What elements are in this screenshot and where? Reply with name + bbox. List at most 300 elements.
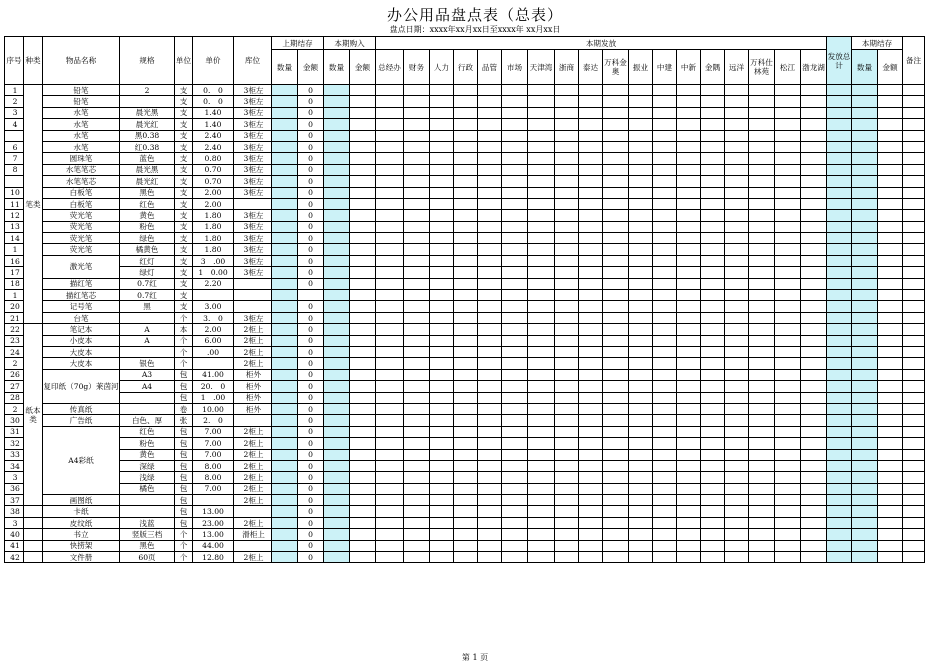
- issue-dept-cell: [749, 426, 775, 437]
- issue-dept-cell: [528, 312, 555, 323]
- table-row: [5, 517, 925, 528]
- issue-dept-cell: [775, 403, 801, 414]
- seq-cell: 18: [5, 278, 24, 289]
- issue-dept-cell: [701, 176, 725, 187]
- issue-dept-cell: [404, 244, 430, 255]
- issue-dept-cell: [555, 346, 579, 357]
- issue-dept-cell: [579, 255, 603, 266]
- header-dept: 万科金奥: [603, 50, 629, 85]
- issue-dept-cell: [579, 403, 603, 414]
- issue-dept-cell: [430, 381, 454, 392]
- prev-qty-cell: [272, 426, 298, 437]
- issue-dept-cell: [775, 369, 801, 380]
- issue-dept-cell: [528, 221, 555, 232]
- issue-dept-cell: [528, 324, 555, 335]
- location-cell: 2柜上: [234, 346, 272, 357]
- price-cell: 2.40: [193, 141, 234, 152]
- seq-cell: 2: [5, 403, 24, 414]
- issue-dept-cell: [376, 221, 404, 232]
- issue-dept-cell: [478, 552, 502, 563]
- purchase-qty-cell: [324, 198, 350, 209]
- table-row: [5, 187, 925, 198]
- issue-dept-cell: [801, 460, 827, 471]
- category-cell: [24, 517, 43, 528]
- issue-dept-cell: [603, 141, 629, 152]
- item-name-cell: 卡纸: [43, 506, 120, 517]
- price-cell: 0.70: [193, 164, 234, 175]
- issue-dept-cell: [454, 483, 478, 494]
- curr-amount-cell: [878, 290, 903, 301]
- issue-dept-cell: [502, 153, 528, 164]
- unit-cell: 包: [175, 472, 193, 483]
- issue-dept-cell: [430, 198, 454, 209]
- issue-total-cell: [827, 369, 852, 380]
- issue-dept-cell: [775, 255, 801, 266]
- spec-cell: [120, 495, 175, 506]
- prev-qty-cell: [272, 392, 298, 403]
- seq-cell: 6: [5, 141, 24, 152]
- purchase-qty-cell: [324, 244, 350, 255]
- issue-dept-cell: [629, 460, 653, 471]
- issue-dept-cell: [801, 369, 827, 380]
- issue-dept-cell: [725, 358, 749, 369]
- prev-amount-cell: 0: [298, 415, 324, 426]
- purchase-amount-cell: [350, 335, 376, 346]
- issue-dept-cell: [579, 153, 603, 164]
- issue-dept-cell: [579, 267, 603, 278]
- item-name-cell: 笔记本: [43, 324, 120, 335]
- prev-amount-cell: 0: [298, 210, 324, 221]
- issue-dept-cell: [555, 517, 579, 528]
- issue-dept-cell: [701, 335, 725, 346]
- issue-dept-cell: [801, 472, 827, 483]
- issue-dept-cell: [701, 381, 725, 392]
- header-dept: 松江: [775, 50, 801, 85]
- curr-amount-cell: [878, 176, 903, 187]
- issue-dept-cell: [454, 540, 478, 551]
- issue-dept-cell: [725, 198, 749, 209]
- curr-qty-cell: [852, 278, 878, 289]
- header-dept: 行政: [454, 50, 478, 85]
- issue-dept-cell: [653, 153, 677, 164]
- issue-dept-cell: [579, 221, 603, 232]
- location-cell: [234, 290, 272, 301]
- purchase-amount-cell: [350, 210, 376, 221]
- table-row: [5, 153, 925, 164]
- item-name-cell: 台笔: [43, 312, 120, 323]
- purchase-amount-cell: [350, 164, 376, 175]
- item-name-cell: 书立: [43, 529, 120, 540]
- prev-qty-cell: [272, 85, 298, 96]
- price-cell: 3. 0: [193, 312, 234, 323]
- table-row: [5, 221, 925, 232]
- seq-cell: 2: [5, 358, 24, 369]
- issue-dept-cell: [555, 85, 579, 96]
- issue-dept-cell: [404, 517, 430, 528]
- prev-amount-cell: 0: [298, 460, 324, 471]
- prev-amount-cell: 0: [298, 324, 324, 335]
- issue-dept-cell: [749, 176, 775, 187]
- table-row: [5, 415, 925, 426]
- issue-dept-cell: [478, 335, 502, 346]
- issue-dept-cell: [478, 221, 502, 232]
- curr-amount-cell: [878, 438, 903, 449]
- issue-dept-cell: [579, 107, 603, 118]
- issue-dept-cell: [478, 426, 502, 437]
- purchase-qty-cell: [324, 324, 350, 335]
- issue-dept-cell: [528, 517, 555, 528]
- issue-dept-cell: [376, 312, 404, 323]
- spec-cell: 浅绿: [120, 472, 175, 483]
- spec-cell: 竖版三档: [120, 529, 175, 540]
- curr-amount-cell: [878, 153, 903, 164]
- curr-amount-cell: [878, 381, 903, 392]
- remark-cell: [903, 301, 925, 312]
- issue-dept-cell: [801, 517, 827, 528]
- price-cell: 0.80: [193, 153, 234, 164]
- location-cell: 3柜左: [234, 164, 272, 175]
- issue-dept-cell: [603, 233, 629, 244]
- issue-dept-cell: [629, 552, 653, 563]
- issue-dept-cell: [376, 438, 404, 449]
- issue-dept-cell: [430, 495, 454, 506]
- issue-dept-cell: [454, 552, 478, 563]
- item-name-cell: 广告纸: [43, 415, 120, 426]
- table-row: [5, 403, 925, 414]
- prev-amount-cell: 0: [298, 244, 324, 255]
- issue-dept-cell: [629, 472, 653, 483]
- remark-cell: [903, 176, 925, 187]
- issue-dept-cell: [801, 392, 827, 403]
- issue-dept-cell: [603, 415, 629, 426]
- item-name-cell: 圆珠笔: [43, 153, 120, 164]
- unit-cell: 支: [175, 130, 193, 141]
- spec-cell: 0.7红: [120, 290, 175, 301]
- purchase-amount-cell: [350, 312, 376, 323]
- issue-dept-cell: [478, 529, 502, 540]
- location-cell: 2柜上: [234, 460, 272, 471]
- issue-dept-cell: [701, 517, 725, 528]
- purchase-amount-cell: [350, 381, 376, 392]
- prev-amount-cell: 0: [298, 187, 324, 198]
- issue-dept-cell: [725, 278, 749, 289]
- issue-dept-cell: [677, 415, 701, 426]
- table-row: [5, 85, 925, 96]
- issue-dept-cell: [528, 506, 555, 517]
- seq-cell: 28: [5, 392, 24, 403]
- curr-amount-cell: [878, 529, 903, 540]
- issue-dept-cell: [528, 426, 555, 437]
- issue-dept-cell: [430, 290, 454, 301]
- purchase-amount-cell: [350, 460, 376, 471]
- issue-dept-cell: [478, 187, 502, 198]
- prev-qty-cell: [272, 324, 298, 335]
- issue-dept-cell: [629, 324, 653, 335]
- issue-dept-cell: [579, 278, 603, 289]
- issue-dept-cell: [376, 346, 404, 357]
- remark-cell: [903, 210, 925, 221]
- prev-amount-cell: 0: [298, 119, 324, 130]
- issue-dept-cell: [725, 506, 749, 517]
- issue-dept-cell: [749, 312, 775, 323]
- location-cell: 2柜上: [234, 438, 272, 449]
- curr-amount-cell: [878, 130, 903, 141]
- price-cell: 2.00: [193, 187, 234, 198]
- issue-dept-cell: [701, 153, 725, 164]
- issue-dept-cell: [701, 130, 725, 141]
- issue-dept-cell: [376, 153, 404, 164]
- issue-dept-cell: [749, 119, 775, 130]
- remark-cell: [903, 346, 925, 357]
- issue-dept-cell: [430, 107, 454, 118]
- issue-dept-cell: [653, 221, 677, 232]
- issue-dept-cell: [801, 506, 827, 517]
- issue-dept-cell: [603, 324, 629, 335]
- issue-dept-cell: [603, 449, 629, 460]
- item-name-cell: 荧光笔: [43, 210, 120, 221]
- seq-cell: 10: [5, 187, 24, 198]
- location-cell: 2柜上: [234, 552, 272, 563]
- purchase-qty-cell: [324, 96, 350, 107]
- remark-cell: [903, 96, 925, 107]
- issue-dept-cell: [629, 176, 653, 187]
- issue-dept-cell: [629, 267, 653, 278]
- prev-qty-cell: [272, 301, 298, 312]
- purchase-amount-cell: [350, 449, 376, 460]
- prev-qty-cell: [272, 438, 298, 449]
- issue-dept-cell: [677, 233, 701, 244]
- issue-dept-cell: [478, 369, 502, 380]
- location-cell: 2柜上: [234, 517, 272, 528]
- purchase-amount-cell: [350, 517, 376, 528]
- issue-dept-cell: [801, 96, 827, 107]
- issue-dept-cell: [404, 438, 430, 449]
- issue-dept-cell: [454, 278, 478, 289]
- item-name-cell: 铅笔: [43, 85, 120, 96]
- spec-cell: 0.7红: [120, 278, 175, 289]
- spec-cell: A3: [120, 369, 175, 380]
- issue-dept-cell: [677, 278, 701, 289]
- prev-amount-cell: 0: [298, 438, 324, 449]
- unit-cell: 包: [175, 369, 193, 380]
- issue-dept-cell: [528, 529, 555, 540]
- issue-dept-cell: [404, 255, 430, 266]
- issue-dept-cell: [478, 346, 502, 357]
- location-cell: 柜外: [234, 381, 272, 392]
- remark-cell: [903, 506, 925, 517]
- prev-qty-cell: [272, 107, 298, 118]
- issue-dept-cell: [555, 278, 579, 289]
- curr-amount-cell: [878, 403, 903, 414]
- issue-dept-cell: [528, 472, 555, 483]
- issue-dept-cell: [749, 210, 775, 221]
- issue-dept-cell: [801, 221, 827, 232]
- issue-dept-cell: [404, 540, 430, 551]
- issue-dept-cell: [528, 210, 555, 221]
- issue-dept-cell: [478, 381, 502, 392]
- issue-dept-cell: [502, 255, 528, 266]
- issue-dept-cell: [454, 119, 478, 130]
- prev-qty-cell: [272, 540, 298, 551]
- unit-cell: 支: [175, 267, 193, 278]
- spec-cell: [120, 392, 175, 403]
- table-row: [5, 267, 925, 278]
- unit-cell: 支: [175, 107, 193, 118]
- issue-dept-cell: [725, 85, 749, 96]
- issue-dept-cell: [725, 324, 749, 335]
- issue-dept-cell: [555, 495, 579, 506]
- issue-dept-cell: [502, 244, 528, 255]
- prev-amount-cell: 0: [298, 267, 324, 278]
- item-name-cell: 快捞架: [43, 540, 120, 551]
- issue-dept-cell: [502, 552, 528, 563]
- header-dept: 中建: [653, 50, 677, 85]
- issue-dept-cell: [701, 301, 725, 312]
- issue-dept-cell: [579, 176, 603, 187]
- price-cell: .00: [193, 346, 234, 357]
- purchase-qty-cell: [324, 438, 350, 449]
- remark-cell: [903, 358, 925, 369]
- table-row: [5, 552, 925, 563]
- location-cell: 2柜上: [234, 324, 272, 335]
- item-name-cell: 水笔: [43, 141, 120, 152]
- issue-dept-cell: [725, 176, 749, 187]
- issue-dept-cell: [603, 85, 629, 96]
- issue-dept-cell: [603, 244, 629, 255]
- issue-dept-cell: [701, 529, 725, 540]
- issue-dept-cell: [801, 290, 827, 301]
- issue-dept-cell: [629, 369, 653, 380]
- issue-dept-cell: [404, 176, 430, 187]
- prev-qty-cell: [272, 198, 298, 209]
- issue-dept-cell: [801, 210, 827, 221]
- issue-dept-cell: [579, 164, 603, 175]
- issue-dept-cell: [555, 358, 579, 369]
- issue-dept-cell: [677, 221, 701, 232]
- issue-dept-cell: [701, 198, 725, 209]
- location-cell: [234, 198, 272, 209]
- issue-dept-cell: [376, 449, 404, 460]
- header-dept: 振业: [629, 50, 653, 85]
- prev-qty-cell: [272, 529, 298, 540]
- issue-dept-cell: [677, 255, 701, 266]
- unit-cell: 包: [175, 392, 193, 403]
- issue-dept-cell: [701, 233, 725, 244]
- remark-cell: [903, 187, 925, 198]
- unit-cell: 个: [175, 540, 193, 551]
- price-cell: 44.00: [193, 540, 234, 551]
- curr-qty-cell: [852, 460, 878, 471]
- curr-qty-cell: [852, 483, 878, 494]
- issue-dept-cell: [677, 358, 701, 369]
- prev-qty-cell: [272, 176, 298, 187]
- prev-qty-cell: [272, 346, 298, 357]
- issue-dept-cell: [579, 415, 603, 426]
- issue-dept-cell: [701, 107, 725, 118]
- issue-dept-cell: [502, 164, 528, 175]
- table-row: [5, 290, 925, 301]
- purchase-amount-cell: [350, 301, 376, 312]
- issue-dept-cell: [404, 267, 430, 278]
- issue-dept-cell: [653, 96, 677, 107]
- issue-dept-cell: [749, 369, 775, 380]
- issue-dept-cell: [653, 85, 677, 96]
- issue-dept-cell: [579, 301, 603, 312]
- issue-dept-cell: [454, 107, 478, 118]
- curr-qty-cell: [852, 506, 878, 517]
- issue-dept-cell: [579, 426, 603, 437]
- curr-amount-cell: [878, 85, 903, 96]
- issue-dept-cell: [801, 176, 827, 187]
- issue-dept-cell: [801, 141, 827, 152]
- prev-qty-cell: [272, 506, 298, 517]
- issue-dept-cell: [603, 153, 629, 164]
- issue-dept-cell: [478, 290, 502, 301]
- location-cell: 3柜左: [234, 176, 272, 187]
- price-cell: 1 .00: [193, 392, 234, 403]
- issue-dept-cell: [528, 130, 555, 141]
- issue-dept-cell: [579, 358, 603, 369]
- issue-dept-cell: [725, 369, 749, 380]
- curr-qty-cell: [852, 415, 878, 426]
- price-cell: 2.20: [193, 278, 234, 289]
- unit-cell: 包: [175, 426, 193, 437]
- unit-cell: 支: [175, 176, 193, 187]
- issue-dept-cell: [430, 460, 454, 471]
- issue-dept-cell: [677, 244, 701, 255]
- issue-dept-cell: [701, 96, 725, 107]
- issue-dept-cell: [653, 233, 677, 244]
- purchase-qty-cell: [324, 403, 350, 414]
- issue-dept-cell: [376, 278, 404, 289]
- issue-dept-cell: [701, 426, 725, 437]
- issue-dept-cell: [454, 506, 478, 517]
- curr-qty-cell: [852, 221, 878, 232]
- price-cell: 1.80: [193, 221, 234, 232]
- price-cell: [193, 358, 234, 369]
- curr-qty-cell: [852, 324, 878, 335]
- item-name-cell: 小皮本: [43, 335, 120, 346]
- issue-dept-cell: [528, 301, 555, 312]
- issue-dept-cell: [725, 255, 749, 266]
- issue-dept-cell: [725, 335, 749, 346]
- price-cell: 6.00: [193, 335, 234, 346]
- location-cell: 3柜左: [234, 233, 272, 244]
- location-cell: 2柜上: [234, 449, 272, 460]
- remark-cell: [903, 85, 925, 96]
- unit-cell: 支: [175, 96, 193, 107]
- seq-cell: 13: [5, 221, 24, 232]
- table-row: [5, 369, 925, 380]
- unit-cell: 包: [175, 438, 193, 449]
- curr-amount-cell: [878, 472, 903, 483]
- issue-dept-cell: [749, 495, 775, 506]
- header-curr-qty: 数量: [852, 50, 878, 85]
- item-name-cell: A4彩纸: [43, 426, 120, 494]
- table-row: [5, 301, 925, 312]
- table-row: [5, 107, 925, 118]
- issue-dept-cell: [454, 267, 478, 278]
- category-cell: [24, 540, 43, 551]
- issue-dept-cell: [454, 403, 478, 414]
- issue-dept-cell: [749, 438, 775, 449]
- remark-cell: [903, 369, 925, 380]
- issue-dept-cell: [430, 255, 454, 266]
- issue-dept-cell: [579, 529, 603, 540]
- seq-cell: 22: [5, 324, 24, 335]
- location-cell: 3柜左: [234, 312, 272, 323]
- prev-qty-cell: [272, 278, 298, 289]
